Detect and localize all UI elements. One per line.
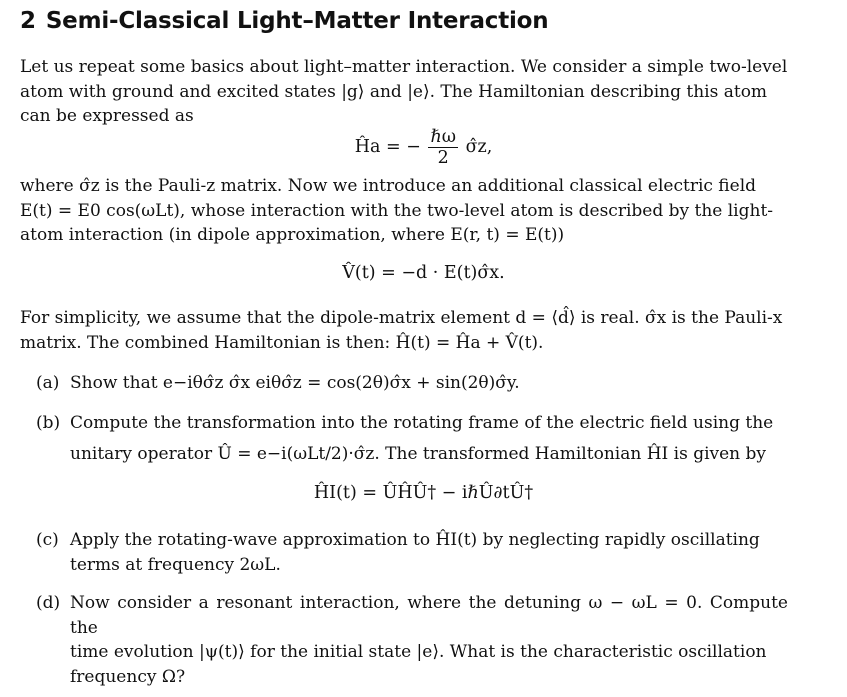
eq1-numerator: ℏω (430, 127, 456, 147)
equation-interaction-potential (0, 261, 847, 285)
item-d-line-2: time evolution |ψ(t)⟩ for the initial state |e⟩. What is the characteristic oscillation (70, 642, 767, 662)
eq1-denominator: 2 (437, 148, 449, 168)
item-b-label: (b) (36, 413, 61, 433)
section-number: 2 (20, 8, 36, 34)
para2-line-3: atom interaction (in dipole approximation, where E(r, t) = E(t)) (20, 225, 565, 245)
eq1-fraction (428, 127, 458, 168)
item-b-line-1: Compute the transformation into the rotating frame of the electric field using the (70, 413, 774, 433)
equation-atom-hamiltonian (0, 127, 847, 168)
para3-line-2: matrix. The combined Hamiltonian is then: Ĥ(t) = Ĥa + V̂(t). (20, 332, 544, 353)
field-paragraph (20, 174, 790, 248)
item-d-label: (d) (36, 593, 61, 613)
item-b-equation: ĤI(t) = ÛĤÛ† − iℏÛ∂tÛ† (313, 483, 534, 503)
list-item-c (36, 528, 788, 577)
eq2-text: V̂(t) = −d · E(t)σ̂x. (342, 263, 505, 283)
item-c-line-2: terms at frequency 2ωL. (70, 554, 281, 575)
list-item-d (36, 591, 788, 689)
item-d-line-3: frequency Ω? (70, 666, 186, 687)
item-d-line-1: Now consider a resonant interaction, where the detuning ω − ωL = 0. Compute the (70, 593, 788, 638)
item-c-label: (c) (36, 530, 59, 550)
section-heading (20, 8, 548, 34)
intro-line-2: atom with ground and excited states |g⟩ and |e⟩. The Hamiltonian describing this atom (20, 81, 768, 102)
eq1-rhs: σ̂z, (465, 137, 493, 157)
para2-line-1: where σ̂z is the Pauli-z matrix. Now we introduce an additional classical electric field (20, 176, 757, 196)
section-title: Semi-Classical Light–Matter Interaction (45, 8, 549, 34)
intro-line-3: can be expressed as (20, 106, 194, 126)
hamiltonian-paragraph (20, 306, 790, 355)
list-item-b (36, 411, 788, 466)
item-b-line-2: unitary operator Û = e−i(ωLt/2)·σ̂z. The transformed Hamiltonian ĤI is given by (70, 443, 767, 464)
intro-paragraph (20, 55, 790, 129)
intro-line-1: Let us repeat some basics about light–matter interaction. We consider a simple two-level (20, 57, 788, 77)
eq1-lhs: Ĥa = − (354, 137, 421, 157)
item-c-line-1: Apply the rotating-wave approximation to ĤI(t) by neglecting rapidly oscillating (70, 530, 760, 550)
equation-rotating-frame (0, 481, 847, 505)
para2-line-2: E(t) = E0 cos(ωLt), whose interaction with the two-level atom is described by the light- (20, 200, 774, 221)
para3-line-1: For simplicity, we assume that the dipole-matrix element d = ⟨d̂⟩ is real. σ̂x is the Pauli-x (20, 308, 783, 328)
list-item-a (36, 371, 788, 396)
item-a-label: (a) (36, 373, 60, 393)
item-a-line-1: Show that e−iθσ̂z σ̂x eiθσ̂z = cos(2θ)σ̂x + sin(2θ)σ̂y. (70, 373, 520, 393)
